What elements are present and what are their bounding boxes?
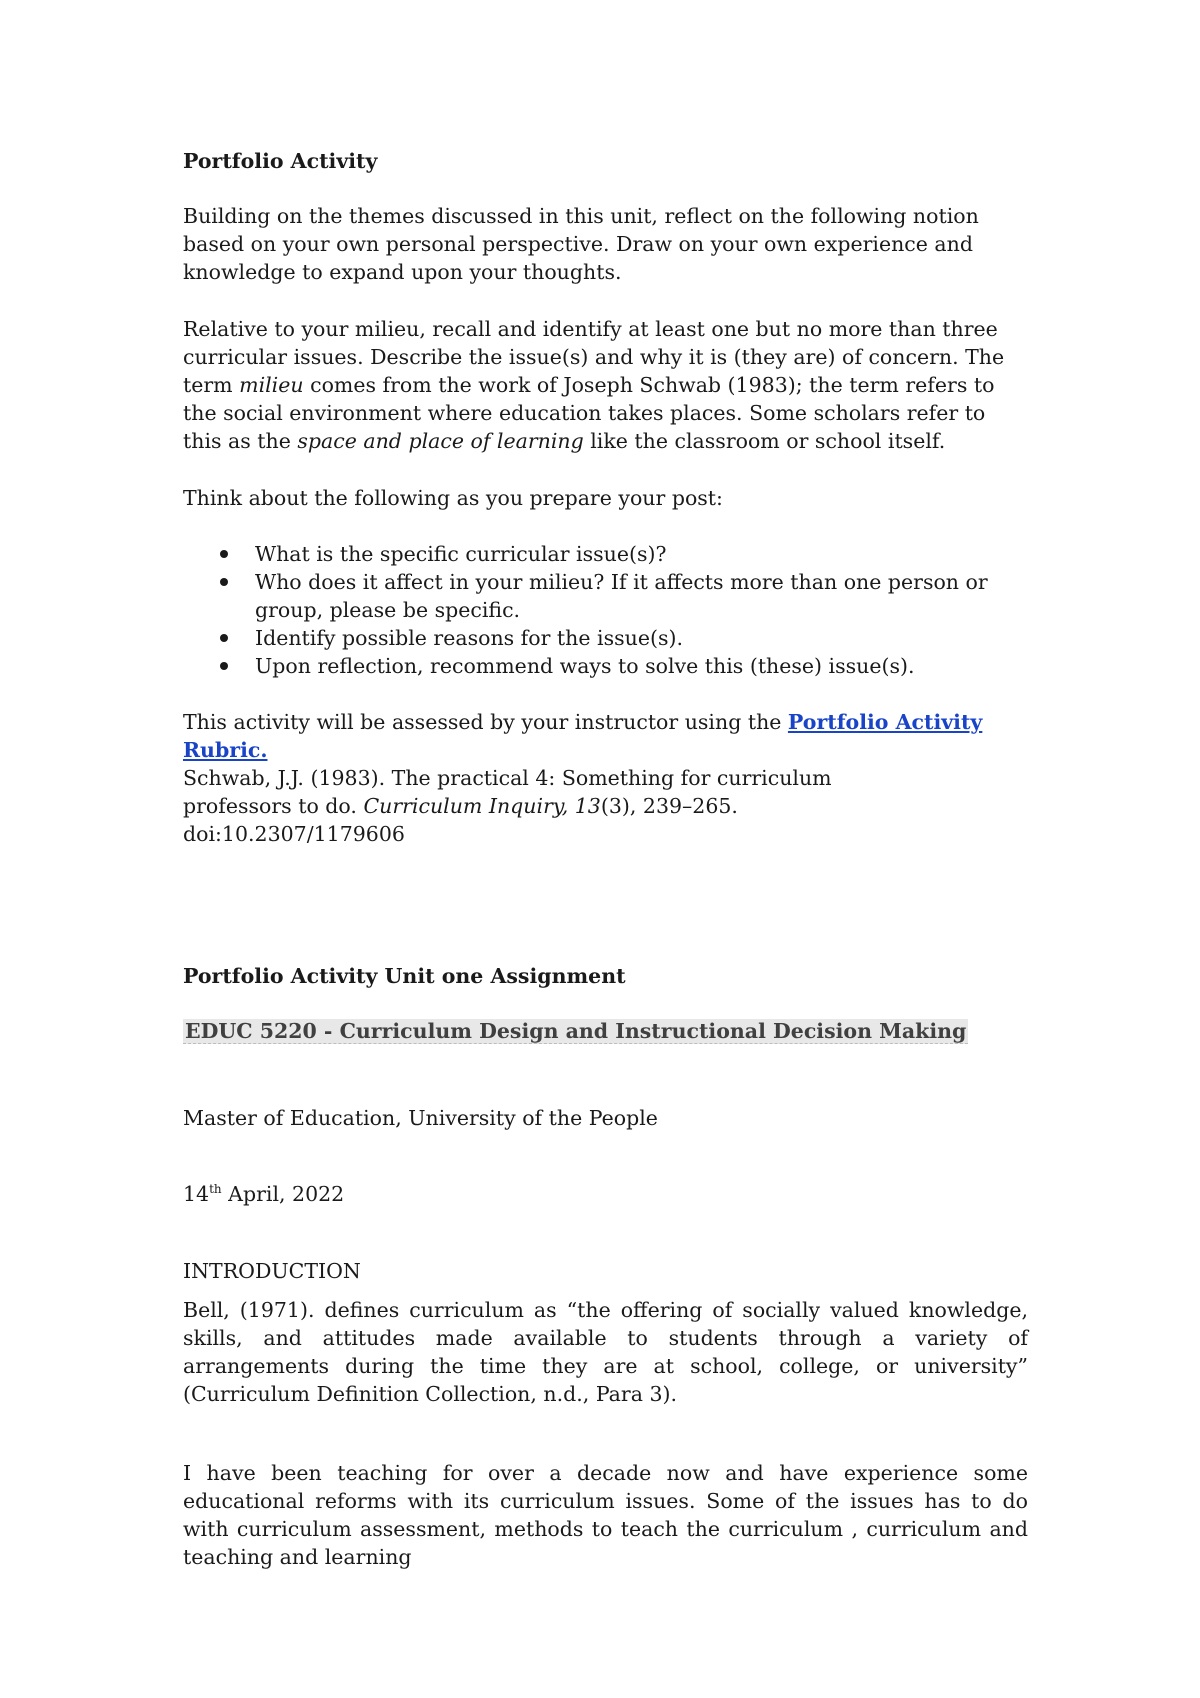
- reference-text-b: (3), 239–265. doi:10.2307/1179606: [183, 794, 738, 846]
- milieu-text-a: Relative to your milieu, recall and identify at least one but no more than three curricular issues. Describe the issue(s) and why it is (they are) of concern. The term: [183, 317, 1005, 397]
- milieu-text-c: like the classroom or school itself.: [583, 429, 946, 453]
- assessment-note: [183, 708, 1028, 764]
- think-prompt: Think about the following as you prepare your post:: [183, 486, 723, 510]
- intro-paragraph: Building on the themes discussed in this unit, reflect on the following notion based on your own personal perspective. Draw on your own experience and knowledge to expand upon your thoughts.: [183, 204, 979, 284]
- question-list: [183, 540, 1028, 680]
- introduction-heading: INTRODUCTION: [183, 1259, 361, 1283]
- date-rest: April, 2022: [221, 1182, 345, 1206]
- reference-citation: [183, 764, 943, 848]
- reference-journal: Curriculum Inquiry, 13: [363, 794, 601, 818]
- reference-text-a: Schwab, J.J. (1983). The practical 4: Something for curriculum professors to do.: [183, 766, 832, 818]
- list-item: Identify possible reasons for the issue(s).: [183, 624, 1028, 652]
- list-item: Who does it affect in your milieu? If it affects more than one person or group, please be specific.: [183, 568, 1028, 624]
- space-place-term: space and place of learning: [297, 429, 584, 453]
- milieu-paragraph: [183, 315, 1028, 455]
- date-line: [183, 1180, 1028, 1208]
- experience-paragraph: I have been teaching for over a decade now and have experience some educational reforms with its curriculum issues. Some of the issues has to do with curriculum assessment, methods to teach the curriculum , curriculum and teaching and learning: [183, 1461, 1028, 1569]
- assessment-text: This activity will be assessed by your instructor using the: [183, 710, 788, 734]
- course-title: EDUC 5220 - Curriculum Design and Instructional Decision Making: [185, 1019, 967, 1043]
- rubric-link[interactable]: Portfolio Activity Rubric.: [183, 710, 983, 762]
- assignment-title: Portfolio Activity Unit one Assignment: [183, 964, 626, 988]
- list-item: What is the specific curricular issue(s)?: [183, 540, 1028, 568]
- milieu-term: milieu: [239, 373, 304, 397]
- program-line: Master of Education, University of the People: [183, 1106, 658, 1130]
- date-day: 14: [183, 1182, 210, 1206]
- milieu-text-b: comes from the work of Joseph Schwab (1983); the term refers to the social environment where education takes places. Some scholars refer to this as the: [183, 373, 995, 453]
- list-item: Upon reflection, recommend ways to solve this (these) issue(s).: [183, 652, 1028, 680]
- course-line: [183, 1016, 1028, 1046]
- date-suffix: th: [209, 1182, 222, 1197]
- section-title: Portfolio Activity: [183, 149, 378, 173]
- definition-paragraph: Bell, (1971). defines curriculum as “the offering of socially valued knowledge, skills, and attitudes made available to students through a variety of arrangements during the time they are at school, college, or university” (Curriculum Definition Collection, n.d., Para 3).: [183, 1298, 1028, 1406]
